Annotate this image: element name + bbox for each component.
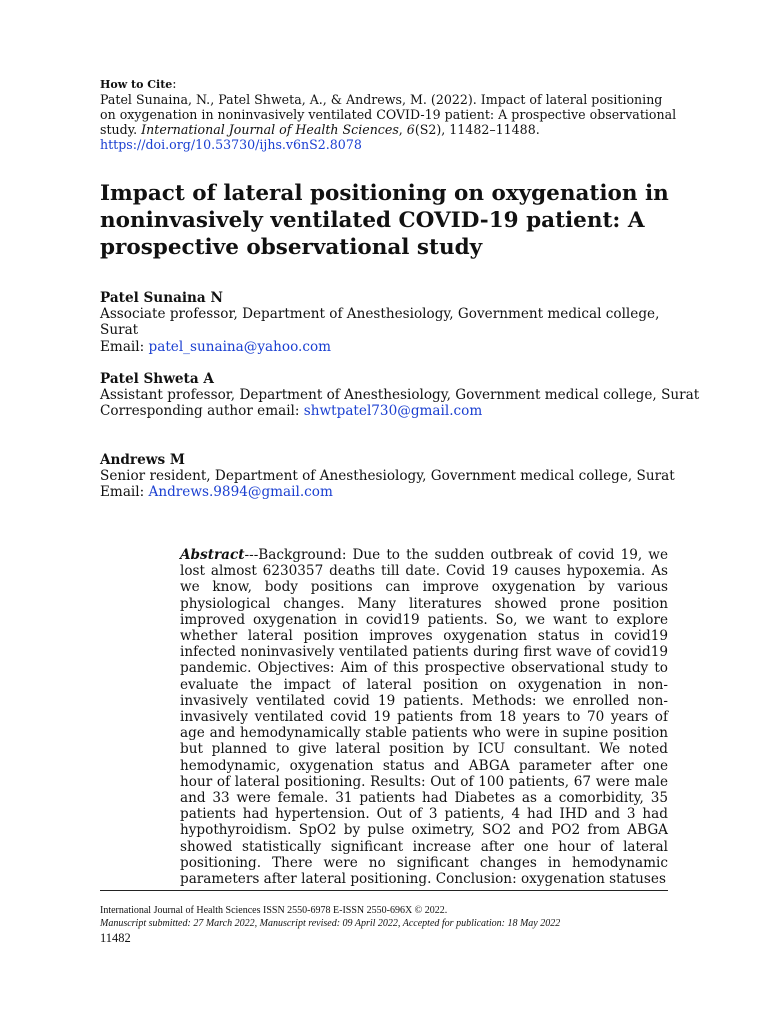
author-affiliation: Senior resident, Department of Anesthesiology, Government medical college, Surat: [100, 468, 675, 485]
author-affiliation: Associate professor, Department of Anesthesiology, Government medical college, Surat: [100, 306, 660, 339]
cite-journal: International Journal of Health Sciences: [141, 122, 399, 137]
author-block-3: [100, 452, 700, 501]
cite-issue-pages: (S2), 11482–11488.: [414, 122, 540, 137]
cite-heading-colon: :: [172, 76, 177, 91]
author-name: Patel Shweta A: [100, 371, 214, 387]
author-name: Patel Sunaina N: [100, 290, 223, 306]
page-number: 11482: [100, 931, 131, 945]
email-link[interactable]: patel_sunaina@yahoo.com: [148, 338, 332, 355]
abstract: [180, 547, 668, 887]
author-block-2: [100, 371, 700, 420]
email-link[interactable]: Andrews.9894@gmail.com: [148, 484, 333, 501]
cite-heading: How to Cite: [100, 78, 173, 91]
email-link[interactable]: shwtpatel730@gmail.com: [303, 403, 483, 420]
cite-reference: Patel Sunaina, N., Patel Shweta, A., & Andrews, M. (2022). Impact of lateral positioning on oxygenation in noninvasively ventilated COVID-19 patient: A prospective observational study.: [100, 92, 677, 137]
footer-manuscript-line: Manuscript submitted: 27 March 2022, Manuscript revised: 09 April 2022, Accepted for publication: 18 May 2022: [100, 917, 561, 929]
author-name: Andrews M: [100, 452, 185, 468]
email-label: Email:: [100, 338, 149, 355]
cite-volume: 6: [406, 122, 415, 137]
abstract-lead: Abstract: [180, 547, 245, 563]
footer-divider: [100, 890, 668, 891]
footer: [100, 905, 700, 930]
author-affiliation: Assistant professor, Department of Anesthesiology, Government medical college, Surat: [100, 387, 700, 404]
author-block-1: [100, 290, 700, 355]
doi-link[interactable]: https://doi.org/10.53730/ijhs.v6nS2.8078: [100, 137, 362, 152]
footer-journal-line: International Journal of Health Sciences ISSN 2550-6978 E-ISSN 2550-696X © 2022.: [100, 905, 448, 916]
abstract-body: ---Background: Due to the sudden outbreak of covid 19, we lost almost 6230357 deaths till date. Covid 19 causes hypoxemia. As we know, body positions can improve oxygenation by various physiological changes. Many literatures showed prone position improved oxygenation in covid19 patients. So, we want to explore whether lateral position improves oxygenation status in covid19 infected noninvasively ventilated patients during first wave of covid19 pandemic. Objectives: Aim of this prospective observational study to evaluate the impact of lateral position on oxygenation in non-invasively ventilated covid 19 patients. Methods: we enrolled non-invasively ventilated covid 19 patients from 18 years to 70 years of age and hemodynamically stable patients who were in supine position but planned to give lateral position by ICU consultant. We noted hemodynamic, oxygenation status and ABGA parameter after one hour of lateral positioning. Results: Out of 100 patients, 67 were male and 33 were female. 31 patients had Diabetes as a comorbidity, 35 patients had hypertension. Out of 3 patients, 4 had IHD and 3 had hypothyroidism. SpO2 by pulse oximetry, SO2 and PO2 from ABGA showed statistically significant increase after one hour of lateral positioning. There were no significant changes in hemodynamic parameters after lateral positioning. Conclusion: oxygenation statuses: [180, 547, 668, 888]
paper-title: Impact of lateral positioning on oxygenation in noninvasively ventilated COVID-19 patient: A prospective observational study: [100, 181, 669, 260]
citation-block: How to Cite: Patel Sunaina, N., Patel Shweta, A., & Andrews, M. (2022). Impact of lateral positioning on oxygenation in noninvasively ventilated COVID-19 patient: A prospective observational study. International Journal of Health Sciences, 6(S2), 11482–11488. https://doi.org/10.53730/ijhs.v6nS2.8078: [100, 76, 677, 152]
email-label: Email:: [100, 484, 149, 501]
email-label: Corresponding author email:: [100, 403, 304, 420]
